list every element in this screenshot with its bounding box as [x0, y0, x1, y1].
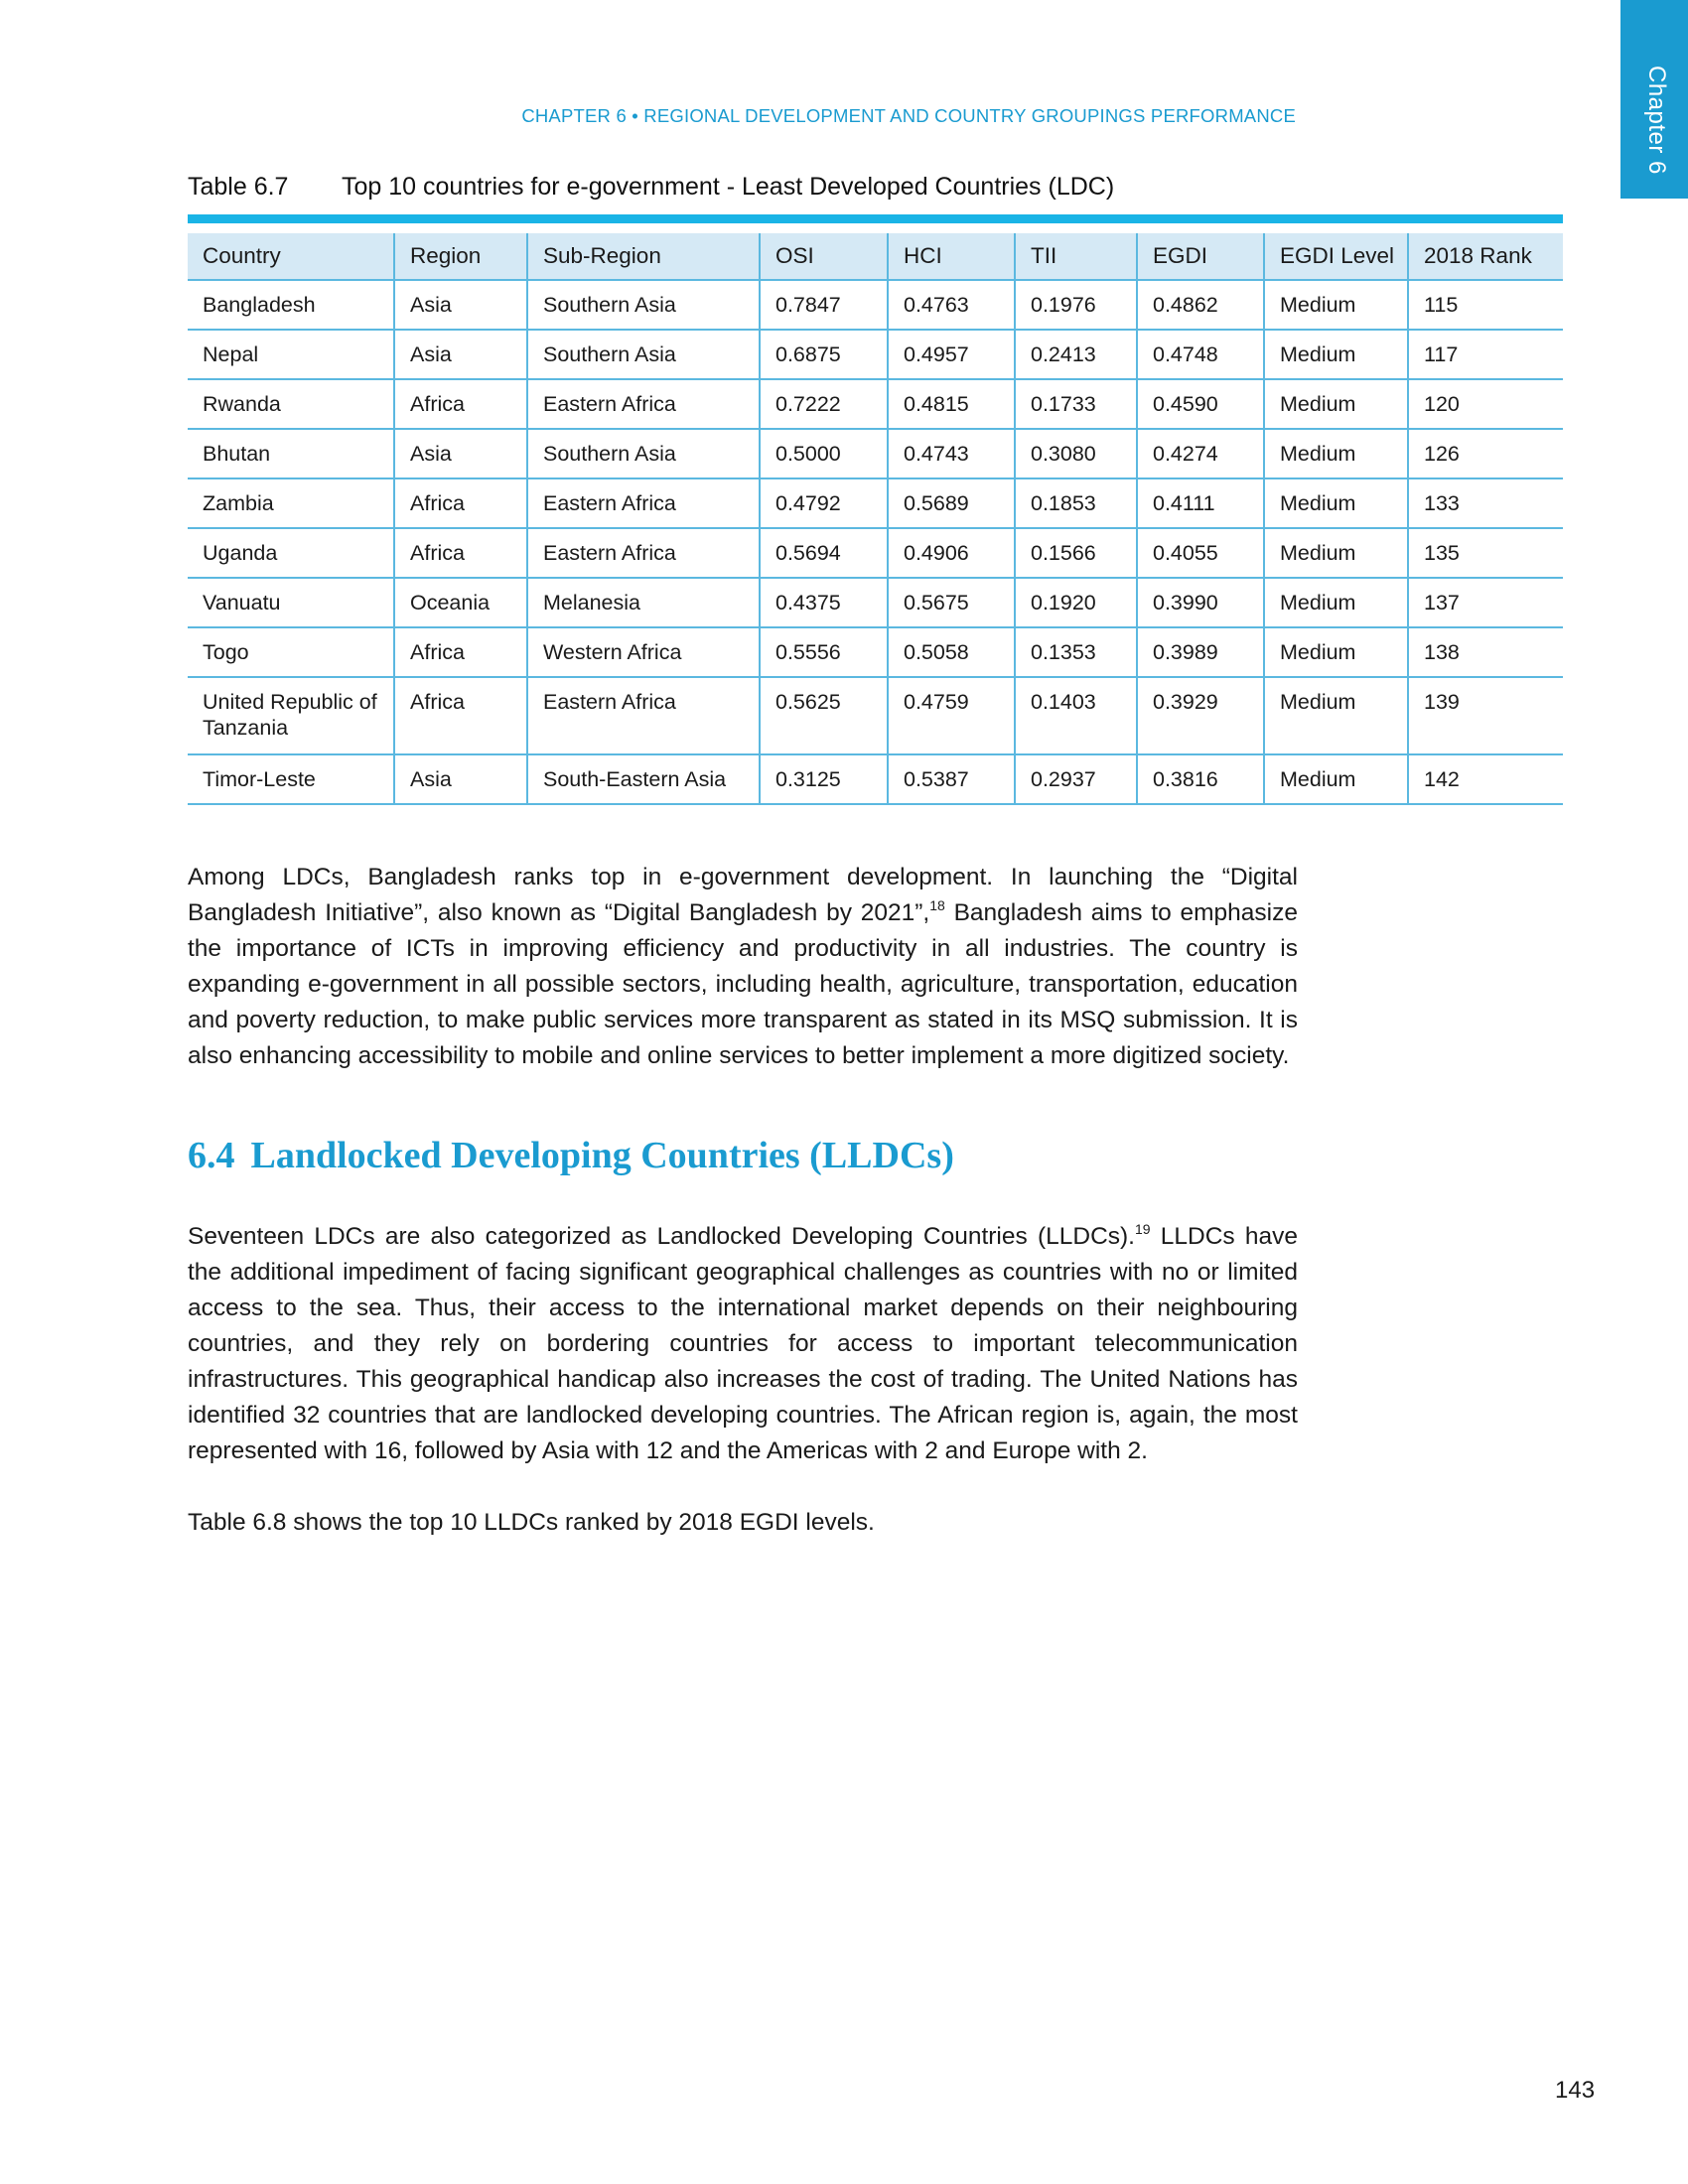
section-heading: [188, 1134, 954, 1177]
table-cell: Western Africa: [527, 627, 760, 677]
table-cell: Medium: [1264, 627, 1408, 677]
table-cell: 0.3989: [1137, 627, 1264, 677]
table-cell: 0.5556: [760, 627, 888, 677]
table-cell: Uganda: [188, 528, 394, 578]
table-cell: Medium: [1264, 478, 1408, 528]
table-cell: 0.5675: [888, 578, 1015, 627]
paragraph-text: LLDCs have the additional impediment of facing significant geographical challenges as countries with no or limited access to the sea. Thus, their access to the international market depends on their neighbouring countries, and they rely on bordering countries for access to important telecommunication infrastructures. This geographical handicap also increases the cost of trading. The United Nations has identified 32 countries that are landlocked developing countries. The African region is, again, the most represented with 16, followed by Asia with 12 and the Americas with 2 and Europe with 2.: [188, 1223, 1298, 1464]
section-title: Landlocked Developing Countries (LLDCs): [250, 1135, 954, 1176]
table-cell: 0.4906: [888, 528, 1015, 578]
table-cell: 0.4743: [888, 429, 1015, 478]
table-cell: 120: [1408, 379, 1563, 429]
table-cell: 115: [1408, 280, 1563, 330]
table-cell: Medium: [1264, 330, 1408, 379]
table-row: [188, 379, 1563, 429]
table-cell: 0.4590: [1137, 379, 1264, 429]
table-cell: Africa: [394, 627, 527, 677]
table-cell: Africa: [394, 478, 527, 528]
table-cell: 0.4792: [760, 478, 888, 528]
paragraph-bangladesh: [188, 860, 1298, 1074]
table-cell: 0.1353: [1015, 627, 1137, 677]
table-cell: 0.4815: [888, 379, 1015, 429]
table-cell: 0.3816: [1137, 754, 1264, 804]
table-cell: 0.3125: [760, 754, 888, 804]
column-header: EGDI Level: [1264, 233, 1408, 280]
table-cell: Eastern Africa: [527, 677, 760, 754]
column-header: OSI: [760, 233, 888, 280]
table-cell: 0.2413: [1015, 330, 1137, 379]
table-cell: 137: [1408, 578, 1563, 627]
table-cell: Asia: [394, 280, 527, 330]
table-cell: Melanesia: [527, 578, 760, 627]
table-cell: Medium: [1264, 379, 1408, 429]
table-cell: Bangladesh: [188, 280, 394, 330]
table-cell: Eastern Africa: [527, 478, 760, 528]
table-cell: 133: [1408, 478, 1563, 528]
table-cell: Asia: [394, 754, 527, 804]
ldc-egov-table: [188, 233, 1563, 805]
table-cell: 0.2937: [1015, 754, 1137, 804]
table-cell: 0.1976: [1015, 280, 1137, 330]
page-number: 143: [1555, 2077, 1596, 2104]
table-cell: 0.5689: [888, 478, 1015, 528]
chapter-tab-label: Chapter 6: [1643, 66, 1670, 175]
table-cell: Medium: [1264, 578, 1408, 627]
table-cell: Medium: [1264, 677, 1408, 754]
footnote-ref[interactable]: 19: [1134, 1221, 1151, 1237]
table-cell: Southern Asia: [527, 330, 760, 379]
table-cell: 126: [1408, 429, 1563, 478]
column-header: TII: [1015, 233, 1137, 280]
table-cell: 0.1920: [1015, 578, 1137, 627]
table-cell: 0.4375: [760, 578, 888, 627]
table-cell: Zambia: [188, 478, 394, 528]
table-row: [188, 478, 1563, 528]
table-number: Table 6.7: [188, 173, 289, 201]
table-row: [188, 528, 1563, 578]
column-header: HCI: [888, 233, 1015, 280]
running-head: CHAPTER 6 • REGIONAL DEVELOPMENT AND COUNTRY GROUPINGS PERFORMANCE: [521, 105, 1296, 126]
table-cell: United Republic of Tanzania: [188, 677, 394, 754]
table-cell: Medium: [1264, 429, 1408, 478]
table-cell: Africa: [394, 528, 527, 578]
table-cell: 0.3990: [1137, 578, 1264, 627]
column-header: 2018 Rank: [1408, 233, 1563, 280]
table-cell: Asia: [394, 330, 527, 379]
table-cell: Africa: [394, 677, 527, 754]
table-cell: Southern Asia: [527, 429, 760, 478]
table-cell: 0.4759: [888, 677, 1015, 754]
table-cell: 139: [1408, 677, 1563, 754]
table-cell: 0.7847: [760, 280, 888, 330]
paragraph-text: Among LDCs, Bangladesh ranks top in e-government development. In launching the “Digital Bangladesh Initiative”, also known as “Digital Bangladesh by 2021”,: [188, 864, 1298, 926]
table-cell: Eastern Africa: [527, 379, 760, 429]
paragraph-text: Seventeen LDCs are also categorized as Landlocked Developing Countries (LLDCs).: [188, 1223, 1135, 1250]
table-cell: 0.5625: [760, 677, 888, 754]
table-cell: 0.1566: [1015, 528, 1137, 578]
table-cell: 0.3080: [1015, 429, 1137, 478]
table-cell: 117: [1408, 330, 1563, 379]
chapter-tab: [1620, 0, 1688, 199]
table-cell: Togo: [188, 627, 394, 677]
table-cell: 0.3929: [1137, 677, 1264, 754]
table-cell: 0.5000: [760, 429, 888, 478]
table-cell: Medium: [1264, 754, 1408, 804]
table-cell: 0.5694: [760, 528, 888, 578]
table-cell: Medium: [1264, 280, 1408, 330]
table-top-rule: [188, 214, 1563, 223]
table-cell: 0.1403: [1015, 677, 1137, 754]
paragraph-lldcs: [188, 1219, 1298, 1469]
table-cell: 0.4274: [1137, 429, 1264, 478]
column-header: Country: [188, 233, 394, 280]
table-cell: Eastern Africa: [527, 528, 760, 578]
table-cell: 0.4763: [888, 280, 1015, 330]
paragraph-table-ref: Table 6.8 shows the top 10 LLDCs ranked by 2018 EGDI levels.: [188, 1509, 875, 1536]
table-cell: Timor-Leste: [188, 754, 394, 804]
table-title: Top 10 countries for e-government - Least Developed Countries (LDC): [342, 173, 1115, 201]
table-cell: 0.5058: [888, 627, 1015, 677]
table-cell: Asia: [394, 429, 527, 478]
table-cell: 0.1853: [1015, 478, 1137, 528]
table-cell: 0.7222: [760, 379, 888, 429]
table-cell: Nepal: [188, 330, 394, 379]
table-row: [188, 578, 1563, 627]
table-cell: Vanuatu: [188, 578, 394, 627]
table-header-row: [188, 233, 1563, 280]
section-number: 6.4: [188, 1135, 235, 1176]
table-cell: 0.4111: [1137, 478, 1264, 528]
table-caption: [188, 173, 1114, 202]
table-cell: Southern Asia: [527, 280, 760, 330]
table-cell: 0.4957: [888, 330, 1015, 379]
table-cell: 0.1733: [1015, 379, 1137, 429]
table-row: [188, 754, 1563, 804]
table-cell: South-Eastern Asia: [527, 754, 760, 804]
table-row: [188, 330, 1563, 379]
table-cell: 138: [1408, 627, 1563, 677]
table-row: [188, 280, 1563, 330]
table-cell: Oceania: [394, 578, 527, 627]
table-cell: 0.4748: [1137, 330, 1264, 379]
table-row: [188, 627, 1563, 677]
table-cell: Rwanda: [188, 379, 394, 429]
footnote-ref[interactable]: 18: [929, 897, 945, 913]
paragraph-text: Bangladesh aims to emphasize the importance of ICTs in improving efficiency and productivity in all industries. The country is expanding e-government in all possible sectors, including health, agriculture, transportation, education and poverty reduction, to make public services more transparent as stated in its MSQ submission. It is also enhancing accessibility to mobile and online services to better implement a more digitized society.: [188, 899, 1298, 1069]
table-cell: 0.6875: [760, 330, 888, 379]
table-cell: 0.4862: [1137, 280, 1264, 330]
column-header: EGDI: [1137, 233, 1264, 280]
table-row: [188, 677, 1563, 754]
column-header: Region: [394, 233, 527, 280]
table-cell: 142: [1408, 754, 1563, 804]
table-cell: Bhutan: [188, 429, 394, 478]
table-row: [188, 429, 1563, 478]
table-cell: 0.5387: [888, 754, 1015, 804]
column-header: Sub-Region: [527, 233, 760, 280]
table-cell: 0.4055: [1137, 528, 1264, 578]
table-cell: Africa: [394, 379, 527, 429]
table-cell: Medium: [1264, 528, 1408, 578]
table-cell: 135: [1408, 528, 1563, 578]
